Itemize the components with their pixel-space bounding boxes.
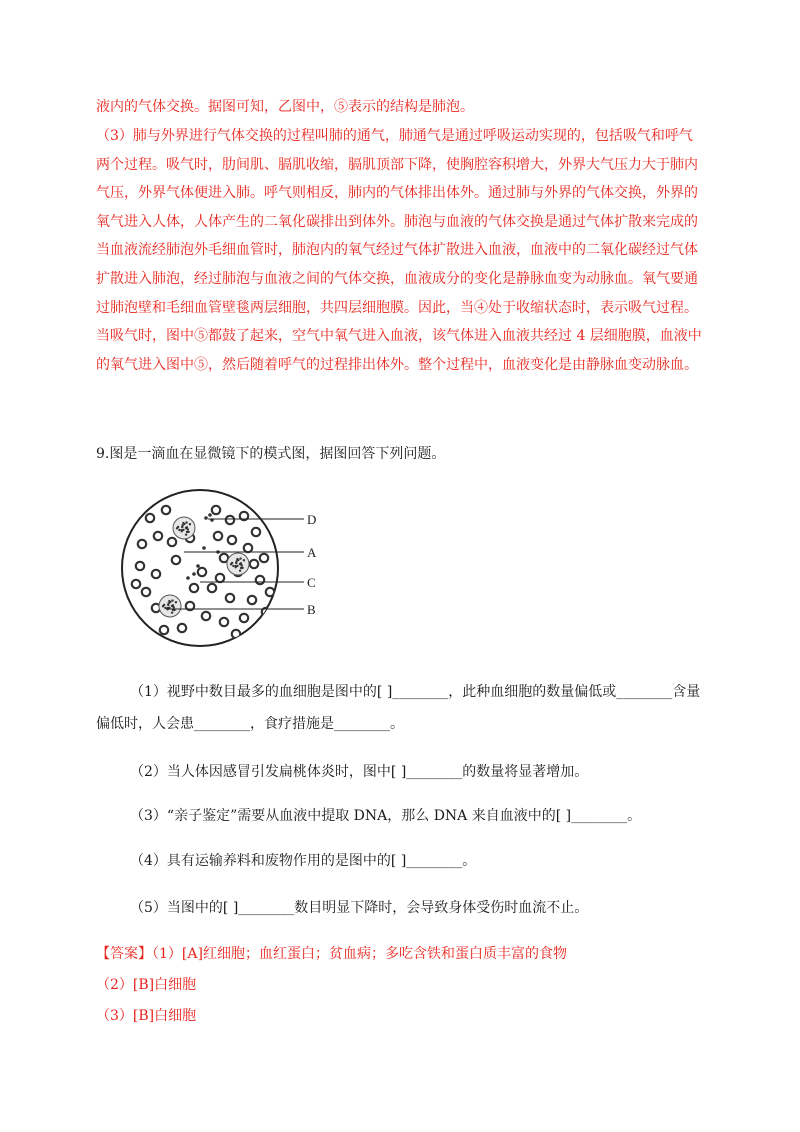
nucleus-granule [235, 562, 237, 564]
nucleus-granule [180, 530, 182, 532]
nucleus-granule [230, 563, 232, 565]
red-blood-cell [152, 570, 160, 578]
nucleus-granule [240, 562, 242, 564]
platelet [204, 516, 208, 520]
red-blood-cell [138, 540, 146, 548]
nucleus-granule [167, 604, 169, 606]
platelet [186, 576, 190, 580]
explanation-paragraph-3 [96, 122, 706, 379]
nucleus-granule [239, 569, 241, 571]
red-blood-cell [260, 554, 268, 562]
blood-smear-figure [120, 488, 330, 648]
explanation-line: 当血液流经肺泡外毛细血管时，肺泡内的氧气经过气体扩散进入血液，血液中的二氧化碳经过气体 [96, 242, 698, 259]
question-3: （3）“亲子鉴定”需要从血液中提取 DNA，那么 DNA 来自血液中的[ ]________。 [130, 808, 642, 824]
answer-line-1 [96, 944, 567, 964]
red-blood-cell [190, 584, 198, 592]
question-1-line-2: 偏低时，人会患________，食疗措施是________。 [96, 716, 404, 732]
nucleus-granule [241, 567, 243, 569]
red-blood-cell [154, 532, 162, 540]
platelet [192, 572, 196, 576]
red-blood-cell [208, 584, 216, 592]
red-blood-cell [226, 594, 234, 602]
nucleus-granule [243, 559, 245, 561]
red-blood-cell [178, 624, 186, 632]
explanation-line-0 [96, 93, 706, 122]
red-blood-cell [214, 532, 222, 540]
red-blood-cell [162, 506, 170, 514]
nucleus-granule [171, 611, 173, 613]
answer-3: （3）[B]白细胞 [96, 1008, 197, 1024]
red-blood-cell [212, 506, 220, 514]
red-blood-cell [244, 544, 252, 552]
figure-label-d: D [307, 512, 317, 527]
microscope-field [122, 490, 278, 646]
nucleus-granule [168, 600, 170, 602]
nucleus-granule [185, 521, 187, 523]
platelet [196, 564, 200, 568]
question-1-line-1: （1）视野中数目最多的血细胞是图中的[ ]________，此种血细胞的数量偏低或________含量 [130, 684, 701, 700]
answer-2: （2）[B]白细胞 [96, 977, 197, 993]
explanation-line: 扩散进入肺泡，经过肺泡与血液之间的气体交换，血液成分的变化是静脉血变为动脉血。氧气要通 [96, 270, 698, 287]
nucleus-granule [172, 604, 174, 606]
red-blood-cell [136, 562, 144, 570]
explanation-text: 液内的气体交换。据图可知，乙图中，⑤表示的结构是肺泡。 [96, 99, 474, 115]
nucleus-granule [176, 527, 178, 529]
red-blood-cell [172, 556, 180, 564]
platelet [202, 546, 206, 550]
nucleus-granule [178, 529, 180, 531]
explanation-line: 的氧气进入图中⑤，然后随着呼气的过程排出体外。整个过程中，血液变化是由静脉血变动脉血。 [96, 356, 698, 373]
nucleus-granule [171, 599, 173, 601]
red-blood-cell [252, 528, 260, 536]
red-blood-cell [142, 588, 150, 596]
explanation-line: 氧气进入人体，人体产生的二氧化碳排出到体外。肺泡与血液的气体交换是通过气体扩散来完成的 [96, 213, 698, 230]
red-blood-cell [240, 614, 248, 622]
nucleus-granule [182, 522, 184, 524]
nucleus-granule [181, 526, 183, 528]
red-blood-cell [160, 626, 168, 634]
explanation-line: 气压，外界气体便进入肺。呼气则相反，肺内的气体排出体外。通过肺与外界的气体交换，外界的 [96, 185, 698, 202]
figure-label-b: B [307, 602, 316, 617]
red-blood-cell [202, 612, 210, 620]
explanation-line: 当吸气时，图中⑤都鼓了起来，空气中氧气进入血液，该气体进入血液共经过 4 层细胞膜，血液中 [96, 328, 702, 345]
answer-tag: 【答案】 [96, 946, 152, 962]
figure-label-a: A [307, 545, 317, 560]
red-blood-cell [226, 516, 234, 524]
nucleus-granule [185, 533, 187, 535]
question-4: （4）具有运输养料和废物作用的是图中的[ ]________。 [130, 853, 477, 869]
explanation-line: （3）肺与外界进行气体交换的过程叫肺的通气，肺通气是通过呼吸运动实现的，包括吸气和呼气 [96, 128, 693, 144]
nucleus-granule [236, 558, 238, 560]
nucleus-granule [239, 557, 241, 559]
red-blood-cell [256, 576, 264, 584]
red-blood-cell [146, 514, 154, 522]
question-title: 9.图是一滴血在显微镜下的模式图，据图回答下列问题。 [96, 446, 446, 462]
nucleus-granule [187, 531, 189, 533]
figure-label-c: C [307, 575, 316, 590]
nucleus-granule [175, 601, 177, 603]
platelet [208, 513, 212, 517]
red-blood-cell [248, 596, 256, 604]
answer-1: （1）[A]红细胞；血红蛋白；贫血病；多吃含铁和蛋白质丰富的食物 [152, 946, 567, 962]
nucleus-granule [234, 566, 236, 568]
red-blood-cell [220, 618, 228, 626]
explanation-line: 过肺泡壁和毛细血管壁毯两层细胞，共四层细胞膜。因此，当④处于收缩状态时，表示吸气过程。 [96, 299, 698, 316]
red-blood-cell [250, 560, 258, 568]
nucleus-granule [186, 526, 188, 528]
explanation-line: 两个过程。吸气时，肋间肌、膈肌收缩，膈肌顶部下降，使胸腔容积增大，外界大气压力大于肺内 [96, 156, 698, 173]
red-blood-cell [232, 630, 240, 638]
red-blood-cell [266, 588, 274, 596]
question-2: （2）当人体因感冒引发扁桃体炎时，图中[ ]________的数量将显著增加。 [130, 764, 589, 780]
red-blood-cell [228, 536, 236, 544]
red-blood-cell [216, 574, 224, 582]
red-blood-cell [132, 580, 140, 588]
nucleus-granule [162, 605, 164, 607]
red-blood-cell [198, 568, 206, 576]
red-blood-cell [168, 538, 176, 546]
question-5: （5）当图中的[ ]________数目明显下降时，会导致身体受伤时血流不止。 [130, 900, 589, 916]
nucleus-granule [189, 523, 191, 525]
nucleus-granule [232, 565, 234, 567]
